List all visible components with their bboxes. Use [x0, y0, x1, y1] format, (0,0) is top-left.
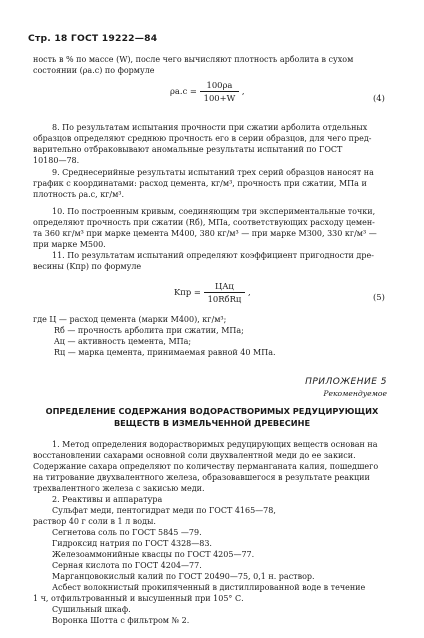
reagent-line: Железоаммонийные квасцы по ГОСТ 4205—77. [52, 550, 255, 559]
equation-number: (5) [373, 292, 385, 302]
formula-tail: , [241, 86, 245, 96]
formula-numerator: 100ρа [200, 80, 240, 92]
appendix-subtitle: Рекомендуемое [323, 389, 387, 398]
paragraph-line: та 360 кг/м³ при марке цемента М400, 380 кг/м³ — при марке М300, 330 кг/м³ — [33, 229, 377, 238]
reagent-line: раствор 40 г соли в 1 л воды. [33, 517, 156, 526]
paragraph-line: 11. По результатам испытаний определяют коэффициент пригодности дре- [52, 251, 374, 260]
equation-number: (4) [373, 93, 385, 103]
where-line: Rб — прочность арболита при сжатии, МПа; [54, 326, 244, 335]
reagent-line: Гидроксид натрия по ГОСТ 4328—83. [52, 539, 212, 548]
formula-lhs: ρа.с = [170, 86, 197, 96]
formula-denominator: 100+W [203, 93, 236, 103]
appendix-title: ПРИЛОЖЕНИЕ 5 [305, 377, 387, 387]
section-title: ОПРЕДЕЛЕНИЕ СОДЕРЖАНИЯ ВОДОРАСТВОРИМЫХ РЕДУЦИРУЮЩИХ [45, 406, 379, 416]
formula-5 [174, 281, 251, 304]
appendix-block [305, 377, 387, 398]
reagent-line: Марганцовокислый калий по ГОСТ 20490—75, 0,1 н. раствор. [52, 572, 315, 581]
paragraph-line: 10. По построенным кривым, соединяющим три экспериментальные точки, [52, 207, 376, 216]
formula-4 [170, 80, 245, 103]
paragraph-line: Содержание сахара определяют по количеству перманганата калия, пошедшего [33, 462, 379, 471]
reagent-line: Сульфат меди, пентогидрат меди по ГОСТ 4165—78, [52, 506, 276, 515]
paragraph-line: 2. Реактивы и аппаратура [52, 495, 163, 504]
paragraph-line: состоянии (ρа.с) по формуле [33, 66, 155, 75]
reagent-line: 1 ч, отфильтрованный и высушенный при 105° С. [33, 594, 244, 603]
paragraph-line: 8. По результатам испытания прочности при сжатии арболита отдельных [52, 123, 368, 132]
paragraph-line: при марке М500. [33, 240, 106, 249]
paragraph-line: 9. Среднесерийные результаты испытаний трех серий образцов наносят на [52, 168, 374, 177]
reagent-line: Сушильный шкаф. [52, 605, 131, 614]
paragraph-line: образцов определяют среднюю прочность его в серии образцов, для чего пред- [33, 134, 372, 143]
paragraph-line: весины (Kпр) по формуле [33, 262, 142, 271]
paragraph-line: на титрование двухвалентного железа, образовавшегося в результате реакции [33, 473, 370, 482]
where-line: Rц — марка цемента, принимаемая равной 40 МПа. [54, 348, 276, 357]
paragraph-line: плотность ρа.с, кг/м³. [33, 190, 125, 199]
paragraph-line: 10180—78. [33, 156, 80, 165]
formula-lhs: Kпр = [174, 287, 201, 297]
reagent-line: Воронка Шотта с фильтром № 2. [52, 616, 190, 625]
section-title: ВЕЩЕСТВ В ИЗМЕЛЬЧЕННОЙ ДРЕВЕСИНЕ [113, 418, 311, 428]
paragraph-line: восстановлении сахарами основной соли двухвалентной меди до ее закиси. [33, 451, 356, 460]
paragraph-line: определяют прочность при сжатии (Rб), МПа, соответствующих расходу цемен- [33, 218, 375, 227]
formula-denominator: 10RбRц [207, 294, 242, 304]
paragraph-line: ность в % по массе (W), после чего вычисляют плотность арболита в сухом [33, 55, 354, 64]
paragraph-line: 1. Метод определения водорастворимых редуцирующих веществ основан на [52, 440, 378, 449]
reagent-line: Серная кислота по ГОСТ 4204—77. [52, 561, 202, 570]
where-line: где Ц — расход цемента (марки М400), кг/м³; [33, 315, 227, 324]
running-head: Стр. 18 ГОСТ 19222—84 [28, 33, 158, 44]
formula-fraction [204, 281, 246, 304]
paragraph-line: варительно отбраковывают аномальные результаты испытаний по ГОСТ [33, 145, 343, 154]
formula-numerator: ЦAц [204, 281, 246, 293]
formula-fraction [200, 80, 240, 103]
paragraph-line: график с координатами: расход цемента, кг/м³, прочность при сжатии, МПа и [33, 179, 367, 188]
where-line: Aц — активность цемента, МПа; [54, 337, 192, 346]
formula-tail: , [247, 287, 251, 297]
reagent-line: Асбест волокнистый прокипяченный в дистиллированной воде в течение [52, 583, 366, 592]
reagent-line: Сегнетова соль по ГОСТ 5845 —79. [52, 528, 202, 537]
paragraph-line: трехвалентного железа с закисью меди. [33, 484, 205, 493]
